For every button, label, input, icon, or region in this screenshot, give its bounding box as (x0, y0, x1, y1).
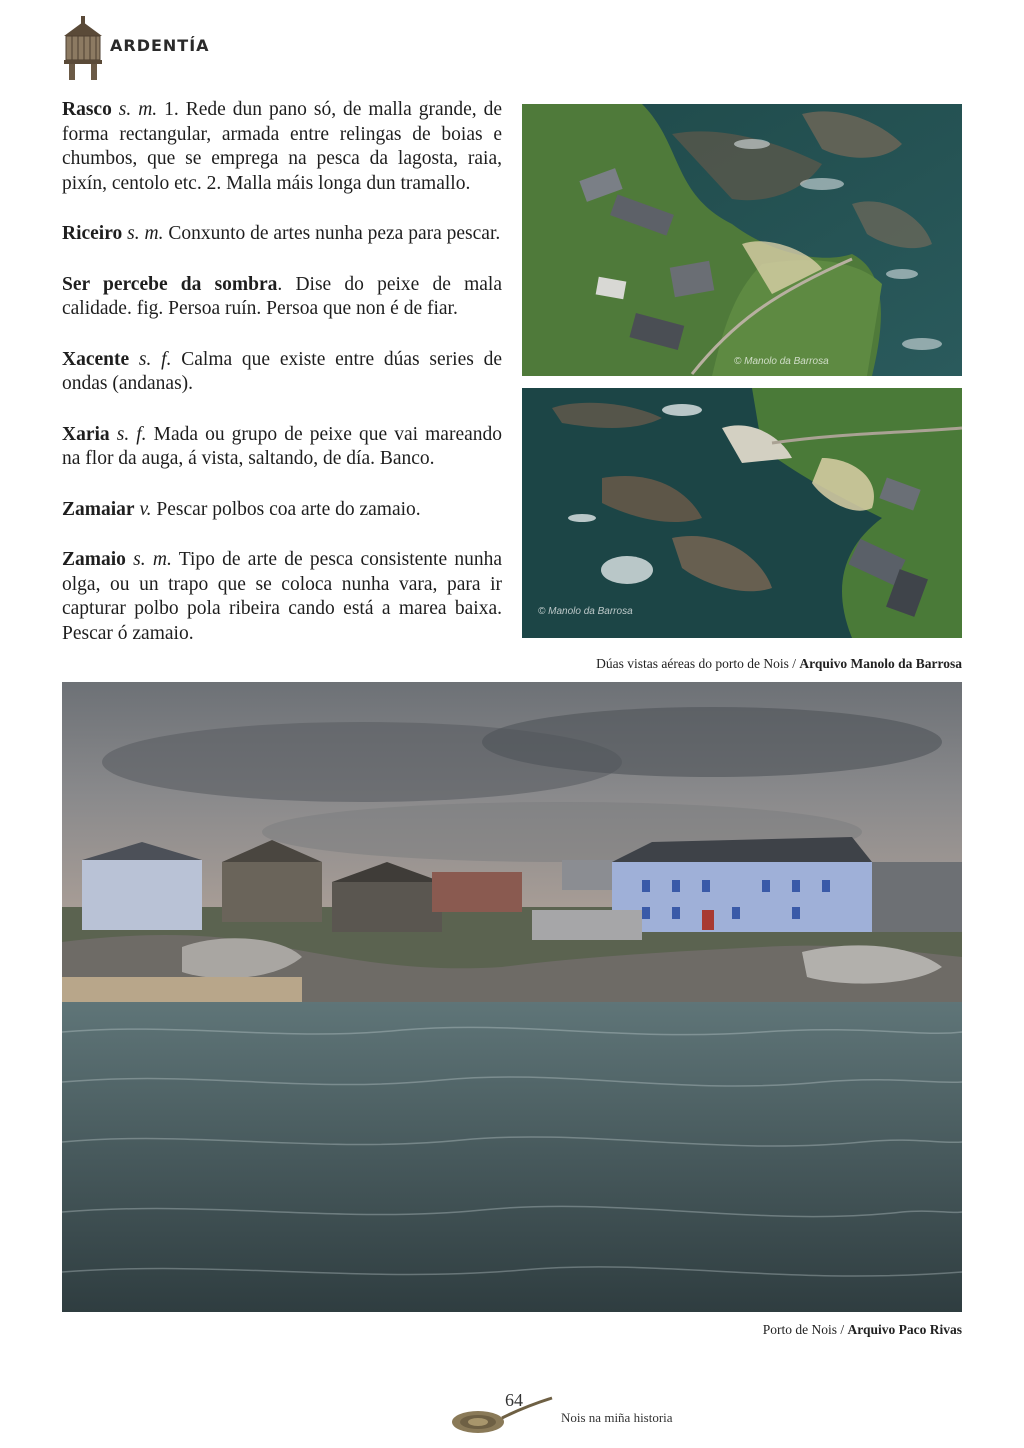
glossary-entry (62, 98, 502, 196)
entry-definition: 1. Rede dun pano só, de malla grande, de forma rectangular, armada entre relingas de boias e chumbos, que se emprega na pesca da lagosta, raia, pixín, centolo etc. 2. Malla máis longa dun tramallo. (62, 99, 502, 194)
entry-definition: Mada ou grupo de peixe que vai mareando na flor da auga, á vista, saltando, de día. Banco. (62, 423, 503, 469)
page-number: 64 (505, 1390, 523, 1410)
entry-grammar: s. m. (127, 223, 164, 244)
entry-grammar: s. f. (116, 423, 147, 445)
glossary-entry (62, 348, 502, 397)
port-caption (62, 1322, 962, 1338)
entry-definition: . Dise do peixe de mala calidade. fig. Persoa ruín. Persoa que non é de fiar. (62, 273, 502, 319)
caption-credit: Arquivo Manolo da Barrosa (799, 656, 962, 671)
entry-grammar: s. m. (133, 549, 172, 570)
entry-definition: Tipo de arte de pesca consistente nunha olga, ou un trapo que se coloca nunha vara, para ir capturar polbo pola ribeira cando está a marea baixa. Pescar ó zamaio. (62, 549, 503, 644)
entry-grammar: s. f. (138, 348, 172, 370)
entry-grammar: s. m. (118, 99, 158, 120)
entry-definition: Conxunto de artes nunha peza para pescar. (168, 223, 501, 244)
glossary-entry (62, 222, 502, 247)
aerial-photo-1 (522, 104, 962, 376)
port-photo (62, 682, 962, 1312)
header-title: ARDENTÍA (110, 36, 210, 55)
aerial-caption (522, 656, 962, 672)
entry-grammar: v. (139, 498, 152, 520)
entry-term: Xaria (62, 423, 110, 445)
glossary-entry (62, 498, 502, 523)
rope-coil-icon (448, 1392, 558, 1438)
entry-term: Rasco (62, 99, 112, 120)
entry-term: Zamaiar (62, 498, 135, 520)
photo-watermark: © Manolo da Barrosa (734, 356, 829, 367)
horreo-granary-icon (58, 14, 108, 84)
entry-definition: Pescar polbos coa arte do zamaio. (156, 498, 421, 520)
page-header (58, 14, 278, 84)
aerial-photo-2 (522, 388, 962, 638)
entry-definition: Calma que existe entre dúas series de ondas (andanas). (62, 348, 502, 394)
caption-text: Porto de Nois / (762, 1322, 848, 1337)
glossary-entry (62, 423, 502, 472)
glossary-entry (62, 548, 502, 646)
book-title: Nois na miña historia (561, 1410, 673, 1425)
caption-credit: Arquivo Paco Rivas (847, 1322, 962, 1337)
photo-watermark: © Manolo da Barrosa (538, 606, 633, 617)
entry-term: Ser percebe da sombra (62, 273, 278, 295)
entry-term: Zamaio (62, 549, 126, 570)
caption-text: Dúas vistas aéreas do porto de Nois / (596, 656, 800, 671)
entry-term: Xacente (62, 348, 130, 370)
glossary-column (62, 98, 502, 672)
entry-term: Riceiro (62, 223, 123, 244)
glossary-entry (62, 273, 502, 322)
